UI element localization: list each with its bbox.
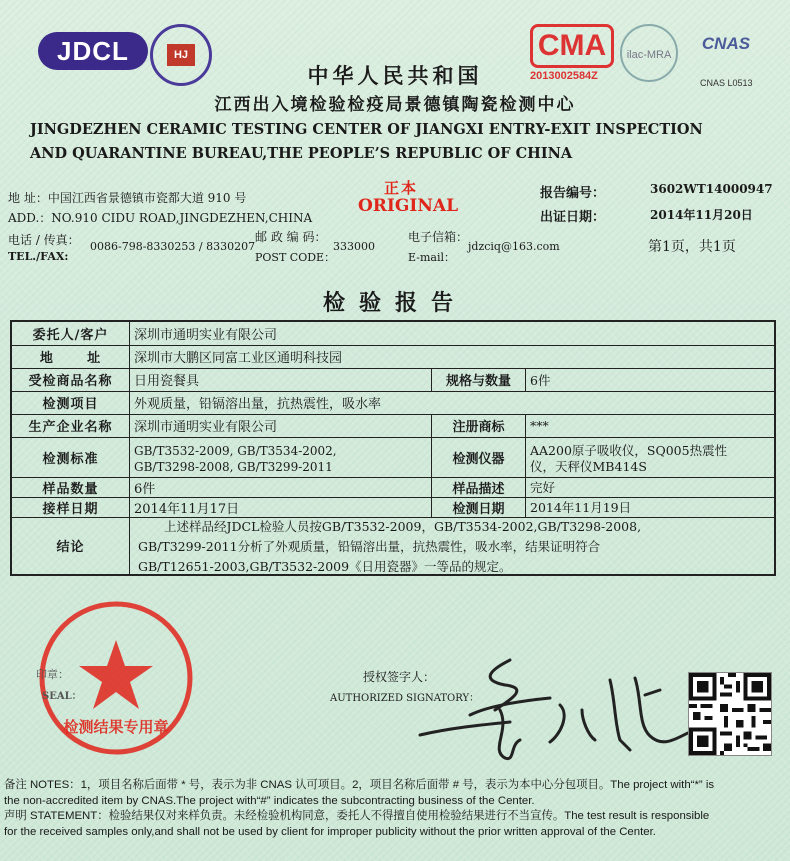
address-label: 地 址 <box>12 345 130 368</box>
notes-line-1: 备注 NOTES：1，项目名称后面带 * 号，表示为非 CNAS 认可项目。2，项目名称后面带 # 号，表示为本中心分包项目。The project with“*” is <box>4 779 715 791</box>
table-row <box>12 477 774 498</box>
issue-date: 2014年11月20日 <box>650 208 753 222</box>
instrument-label: 检测仪器 <box>431 437 526 477</box>
qr-code <box>688 672 772 756</box>
postcode-label-en: POST CODE： <box>255 251 336 264</box>
statement-line-1: 声明 STATEMENT：检验结果仅对来样负责。未经检验机构同意，委托人不得擅自使用检验结果进行不当宣传。The test result is responsible <box>4 810 710 823</box>
spec-value: 6件 <box>530 372 551 388</box>
trademark-label: 注册商标 <box>431 414 526 437</box>
instrument-value <box>526 437 774 477</box>
original-stamp-en: ORIGINAL <box>358 196 459 216</box>
product-value: 日用瓷餐具 <box>134 374 200 389</box>
test-date-value: 2014年11月19日 <box>530 500 632 515</box>
receive-date-value: 2014年11月17日 <box>134 501 240 517</box>
manufacturer-value: 深圳市通明实业有限公司 <box>134 420 278 435</box>
table-row <box>12 437 774 478</box>
report-number: 3602WT14000947 <box>650 182 773 196</box>
client-value: 深圳市通明实业有限公司 <box>134 328 278 343</box>
cma-logo: CMA <box>530 24 614 68</box>
product-label: 受检商品名称 <box>12 368 130 391</box>
table-row <box>12 345 774 369</box>
postcode-label-cn: 邮 政 编 码： <box>255 230 327 244</box>
standard-line-2: GB/T3298-2008, GB/T3299-2011 <box>134 459 333 474</box>
ilac-mra-logo: ilac-MRA <box>620 24 678 82</box>
jdcl-logo: JDCL <box>38 32 148 70</box>
header-title-en-2: AND QUARANTINE BUREAU,THE PEOPLE’S REPUBLIC OF CHINA <box>30 145 573 162</box>
instrument-line-1: AA200原子吸收仪，SQ005热震性 <box>530 442 728 458</box>
manufacturer-label: 生产企业名称 <box>12 414 130 437</box>
seal-center: HJ <box>167 44 195 66</box>
client-label: 委托人/客户 <box>12 322 130 345</box>
receive-date-label: 接样日期 <box>12 497 130 517</box>
email-label-en: E-mail： <box>408 251 455 264</box>
conclusion-line-1: 上述样品经JDCL检验人员按GB/T3532-2009，GB/T3534-2002,GB/T3298-2008, <box>164 519 642 534</box>
standard-label: 检测标准 <box>12 437 130 477</box>
address-en: ADD.：NO.910 CIDU ROAD,JINGDEZHEN,CHINA <box>8 211 313 225</box>
cma-number: 2013002584Z <box>530 70 598 82</box>
conclusion-line-2: GB/T3299-2011分析了外观质量，铅镉溶出量，抗热震性，吸水率，结果证明符合 <box>138 539 601 554</box>
header-title-cn-2: 江西出入境检验检疫局景德镇陶瓷检测中心 <box>214 95 576 115</box>
header-title-cn-1: 中华人民共和国 <box>307 63 483 88</box>
tel-value: 0086-798-8330253 / 8330207 <box>90 240 256 253</box>
address-value: 深圳市大鹏区同富工业区通明科技园 <box>134 351 343 366</box>
quantity-value: 6件 <box>134 481 156 497</box>
seal-label-cn: 印章： <box>36 668 69 681</box>
notes-line-2: the non-accredited item by CNAS.The project with“#” indicates the subcontracting business of the Center. <box>4 794 535 807</box>
table-row <box>12 517 774 574</box>
table-row <box>12 391 774 415</box>
cnas-logo-text: CNAS <box>701 34 751 53</box>
signatory-label-en: AUTHORIZED SIGNATORY： <box>330 693 480 704</box>
issue-date-label: 出证日期： <box>540 210 606 225</box>
address-cn: 地 址：中国江西省景德镇市瓷都大道 910 号 <box>8 191 247 205</box>
description-value: 完好 <box>530 480 556 495</box>
header-title-en-1: JINGDEZHEN CERAMIC TESTING CENTER OF JIANGXI ENTRY-EXIT INSPECTION <box>30 121 703 138</box>
email-label-cn: 电子信箱： <box>408 230 469 244</box>
items-label: 检测项目 <box>12 391 130 414</box>
description-label: 样品描述 <box>431 477 526 497</box>
table-row <box>12 414 774 438</box>
page-number: 第1页，共1页 <box>648 239 736 255</box>
conclusion-line-3: GB/T12651-2003,GB/T3532-2009《日用瓷器》一等品的规定。 <box>138 559 512 574</box>
conclusion-value <box>130 517 774 574</box>
spec-label: 规格与数量 <box>431 368 526 391</box>
instrument-line-2: 仪，天秤仪MB414S <box>530 458 647 474</box>
signatory-label-cn: 授权签字人： <box>363 670 436 684</box>
stamp-text: 检测结果专用章 <box>63 718 169 736</box>
table-row <box>12 322 774 346</box>
statement-line-2: for the received samples only,and shall not be used by client for improper publicity without the prior written approval of the Center. <box>4 825 656 838</box>
report-table <box>10 320 776 576</box>
notes-section <box>4 778 786 840</box>
report-number-label: 报告编号： <box>540 186 606 201</box>
seal-label-en: SEAL： <box>42 691 82 702</box>
email-value: jdzciq@163.com <box>468 240 560 253</box>
cnas-number: CNAS L0513 <box>700 78 753 88</box>
tel-label-en: TEL./FAX: <box>8 250 69 263</box>
standard-value <box>130 437 439 477</box>
tel-label-cn: 电话 / 传真： <box>8 233 80 247</box>
handwritten-signature <box>410 640 700 770</box>
table-row <box>12 497 774 518</box>
table-row <box>12 368 774 392</box>
standard-line-1: GB/T3532-2009, GB/T3534-2002, <box>134 443 337 458</box>
items-value: 外观质量，铅镉溶出量，抗热震性，吸水率 <box>134 397 382 412</box>
quantity-label: 样品数量 <box>12 477 130 497</box>
trademark-value: *** <box>530 418 549 433</box>
report-title: 检验报告 <box>322 290 467 316</box>
test-date-label: 检测日期 <box>431 497 526 517</box>
postcode-value: 333000 <box>333 240 375 253</box>
original-stamp-cn: 正本 <box>384 179 419 197</box>
conclusion-label: 结论 <box>12 517 130 574</box>
